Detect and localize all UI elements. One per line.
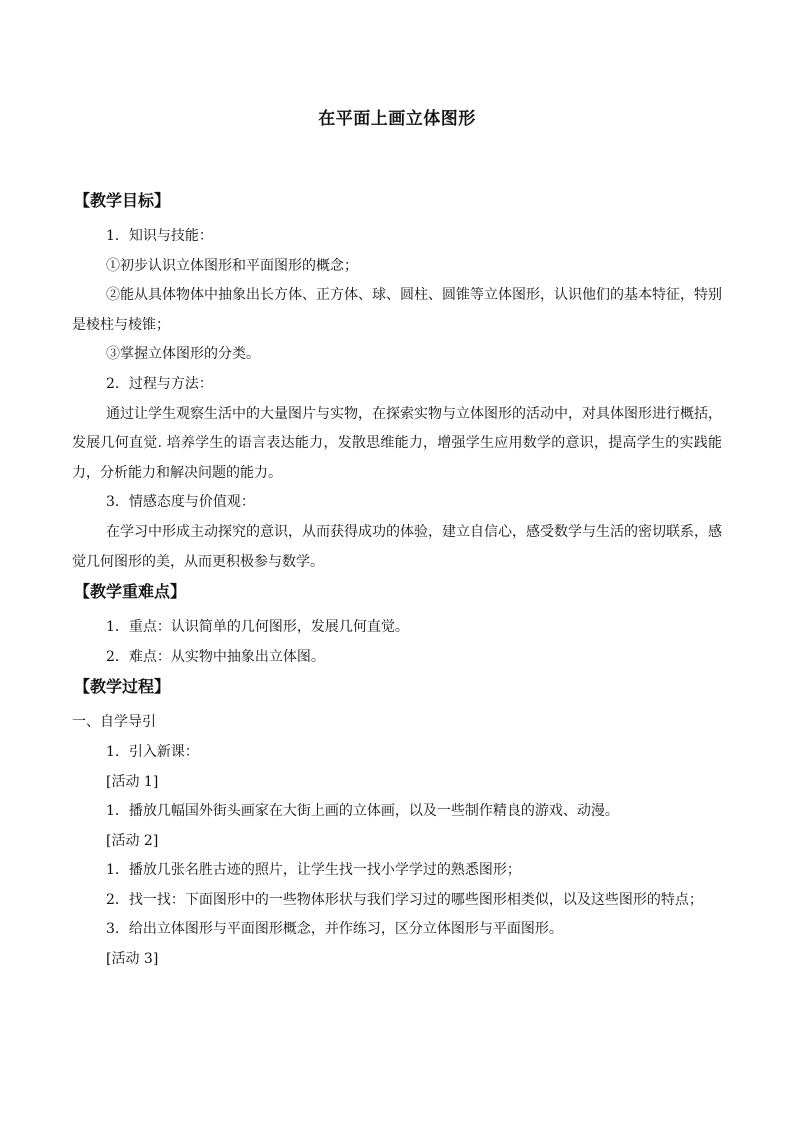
section-heading-process: 【教学过程】	[74, 677, 171, 697]
goals-item-2-text: 通过让学生观察生活中的大量图片与实物，在探索实物与立体图形的活动中，对具体图形进行概括，发展几何直觉. 培养学生的语言表达能力，发散思维能力，增强学生应用数学的意识，提高学生的实践能力，分析能力和解决问题的能力。	[72, 405, 722, 481]
goals-item-1: 1．知识与技能：	[106, 228, 213, 244]
activity-3-label: [活动 3]	[106, 951, 159, 968]
activity-2-item-2: 2．找一找：下面图形中的一些物体形状与我们学习过的哪些图形相类似，以及这些图形的特点；	[106, 891, 703, 908]
goals-item-2: 2．过程与方法：	[106, 375, 213, 392]
activity-1-label: [活动 1]	[106, 773, 159, 790]
activity-2-item-1: 1．播放几张名胜古迹的照片，让学生找一找小学学过的熟悉图形；	[106, 862, 521, 879]
document-body	[72, 186, 722, 975]
difficulties-item-1: 1．重点：认识简单的几何图形，发展几何直觉。	[106, 619, 409, 636]
activity-2-label: [活动 2]	[106, 832, 159, 849]
document-title: 在平面上画立体图形	[318, 109, 476, 129]
activity-1-item-1: 1．播放几幅国外街头画家在大街上画的立体画，以及一些制作精良的游戏、动漫。	[106, 803, 619, 820]
activity-2-item-3: 3．给出立体图形与平面图形概念，并作练习，区分立体图形与平面图形。	[106, 921, 563, 938]
goals-item-3: 3．情感态度与价值观：	[106, 494, 255, 511]
difficulties-item-2: 2．难点：从实物中抽象出立体图。	[106, 648, 325, 665]
process-part-1: 一、自学导引	[72, 714, 156, 731]
section-heading-goals: 【教学目标】	[74, 191, 171, 210]
goals-item-3-text: 在学习中形成主动探究的意识，从而获得成功的体验，建立自信心，感受数学与生活的密切联系，感觉几何图形的美，从而更积极参与数学。	[72, 523, 722, 570]
goals-item-1a: ①初步认识立体图形和平面图形的概念；	[106, 257, 358, 274]
process-step-1: 1．引入新课：	[106, 743, 199, 760]
goals-item-1c: ③掌握立体图形的分类。	[106, 346, 260, 363]
goals-item-1b: ②能从具体物体中抽象出长方体、正方体、球、圆柱、圆锥等立体图形，认识他们的基本特征，特别是棱柱与棱锥；	[72, 287, 722, 333]
section-heading-difficulties: 【教学重难点】	[74, 582, 187, 602]
